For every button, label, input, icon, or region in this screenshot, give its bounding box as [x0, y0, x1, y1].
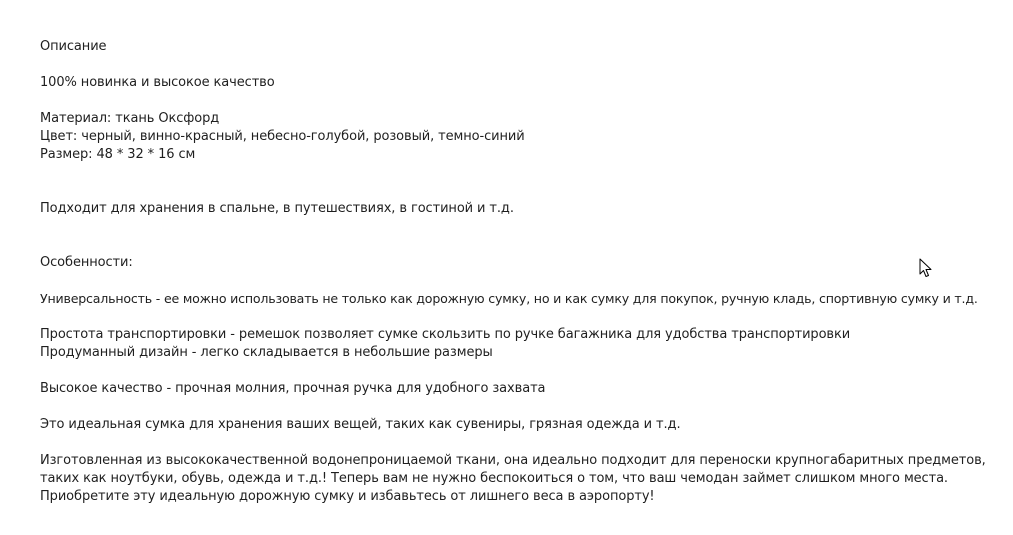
product-description — [40, 38, 1012, 506]
spacer — [40, 92, 1012, 110]
versatility-text: Универсальность - ее можно использовать не только как дорожную сумку, но и как сумку для покупок, ручную кладь, спортивную сумку и т.д. — [40, 291, 978, 306]
spacer — [40, 308, 1012, 326]
spacer — [40, 236, 1012, 254]
spacer — [40, 362, 1012, 380]
spacer — [40, 164, 1012, 182]
closing-paragraph: Изготовленная из высококачественной водонепроницаемой ткани, она идеально подходит для переноски крупногабаритных предметов, таких как ноутбуки, обувь, одежда и т.д.! Теперь вам не нужно беспокоиться о том, что ваш чемодан займет слишком много места. Приобретите эту идеальную дорожную сумку и избавьтесь от лишнего веса в аэропорту! — [40, 453, 986, 504]
easy-transport-text: Простота транспортировки - ремешок позволяет сумке скользить по ручке багажника для удобства транспортировки — [40, 327, 851, 342]
spacer — [40, 434, 1012, 452]
material-text: Материал: ткань Оксфорд — [40, 111, 220, 126]
mouse-pointer-icon — [919, 258, 933, 278]
new-quality-text: 100% новинка и высокое качество — [40, 75, 275, 90]
color-text: Цвет: черный, винно-красный, небесно-голубой, розовый, темно-синий — [40, 129, 525, 144]
spacer — [40, 56, 1012, 74]
spacer — [40, 218, 1012, 236]
spacer — [40, 272, 1012, 290]
spacer — [40, 182, 1012, 200]
size-text: Размер: 48 * 32 * 16 см — [40, 147, 196, 162]
description-heading: Описание — [40, 39, 107, 54]
suitable-for-text: Подходит для хранения в спальне, в путешествиях, в гостиной и т.д. — [40, 201, 514, 216]
high-quality-text: Высокое качество - прочная молния, прочная ручка для удобного захвата — [40, 381, 546, 396]
thoughtful-design-text: Продуманный дизайн - легко складывается в небольшие размеры — [40, 345, 493, 360]
ideal-bag-text: Это идеальная сумка для хранения ваших вещей, таких как сувениры, грязная одежда и т.д. — [40, 417, 681, 432]
features-heading: Особенности: — [40, 255, 133, 270]
spacer — [40, 398, 1012, 416]
